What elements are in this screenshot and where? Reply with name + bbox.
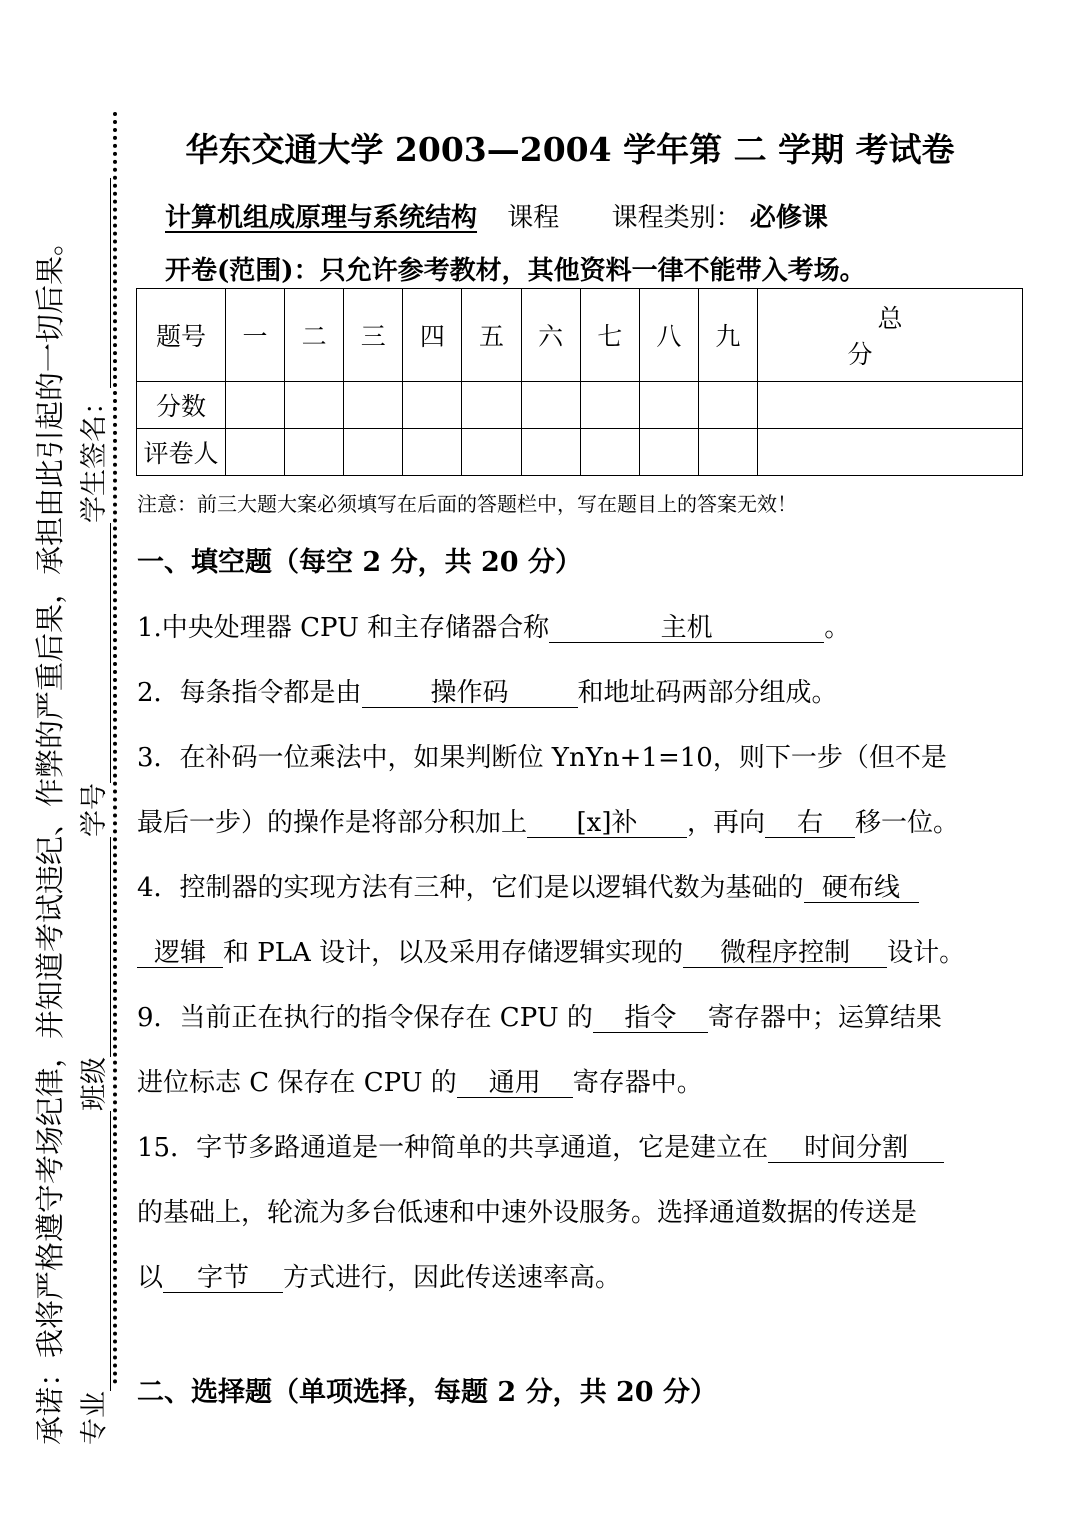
category-value: 必修课 [749,203,828,233]
grader-cell[interactable] [580,428,639,475]
q15-answer-1: 时间分割 [768,1135,944,1163]
question-9-line2 [137,1062,703,1099]
student-id-label: 学号 [79,783,110,837]
q3-text-end: 移一位。 [855,808,960,838]
col-header: 八 [639,289,698,382]
score-cell[interactable] [639,381,698,428]
row-label-question-no: 题号 [137,289,226,382]
col-header: 五 [462,289,521,382]
total-score-cell[interactable] [758,381,1023,428]
q15-text-3: 以 [137,1263,164,1293]
score-cell[interactable] [285,381,344,428]
q3-text: 最后一步）的操作是将部分积加上 [137,808,528,838]
q4-text-mid: 和 PLA 设计，以及采用存储逻辑实现的 [223,938,684,968]
q1-text: 1.中央处理器 CPU 和主存储器合称 [137,613,550,643]
score-table-header-row [137,289,1023,382]
question-15-line3 [137,1257,621,1294]
score-row [137,381,1023,428]
q9-text: 9．当前正在执行的指令保存在 CPU 的 [137,1003,593,1033]
grader-cell[interactable] [285,428,344,475]
signature-label: 学生签名： [79,388,110,523]
col-header: 二 [285,289,344,382]
q9-answer-1: 指令 [593,1005,708,1033]
score-cell[interactable] [521,381,580,428]
col-header: 三 [344,289,403,382]
category-label: 课程类别： [611,203,742,233]
q4-text: 4．控制器的实现方法有三种，它们是以逻辑代数为基础的 [137,873,804,903]
open-book-rule: 开卷(范围)：只允许参考教材，其他资料一律不能带入考场。 [165,256,866,286]
notice-text: 注意：前三大题大案必须填写在后面的答题栏中，写在题目上的答案无效！ [137,492,797,516]
question-4-line2 [137,932,965,969]
grader-cell[interactable] [403,428,462,475]
section2-title: 二、选择题（单项选择，每题 2 分，共 20 分） [137,1377,717,1408]
q9-text-end: 寄存器中。 [572,1068,703,1098]
exam-title: 华东交通大学 2003—2004 学年第 二 学期 考试卷 [185,130,955,169]
q3-answer-1: [x]补 [527,810,687,838]
q9-answer-2: 通用 [457,1070,573,1098]
question-4-line1 [137,867,919,904]
q2-text-end: 和地址码两部分组成。 [577,678,838,708]
q4-answer-2: 微程序控制 [683,940,887,968]
row-label-grader: 评卷人 [137,428,226,475]
q2-answer: 操作码 [362,680,578,708]
major-field[interactable] [86,1111,111,1391]
q4-answer-1a: 硬布线 [804,875,919,903]
class-label: 班级 [79,1057,110,1111]
grader-cell[interactable] [226,428,285,475]
q15-answer-2: 字节 [163,1265,283,1293]
class-field[interactable] [86,837,111,1057]
q9-text-2: 进位标志 C 保存在 CPU 的 [137,1068,457,1098]
score-cell[interactable] [226,381,285,428]
course-label: 课程 [507,203,560,233]
score-table [136,288,1023,476]
binding-dotted-line [113,112,117,1385]
q3-answer-2: 右 [765,810,855,838]
score-cell[interactable] [580,381,639,428]
grader-cell[interactable] [639,428,698,475]
question-3-line1: 3．在补码一位乘法中，如果判断位 YnYn+1=10，则下一步（但不是 [137,743,947,773]
student-info-fields [72,125,111,1445]
question-3-line2 [137,802,959,839]
major-label: 专业 [79,1391,110,1445]
score-cell[interactable] [698,381,757,428]
question-2 [137,672,838,709]
grader-cell[interactable] [698,428,757,475]
pledge-text: 承诺：我将严格遵守考场纪律，并知道考试违纪、作弊的严重后果，承担由此引起的一切后果。 [33,226,67,1445]
col-header-total: 总 分 [758,289,1023,382]
question-9-line1 [137,997,942,1034]
score-cell[interactable] [403,381,462,428]
q3-text-mid: ，再向 [687,808,766,838]
q4-answer-1b: 逻辑 [137,940,223,968]
col-header: 七 [580,289,639,382]
col-header: 六 [521,289,580,382]
q4-text-end: 设计。 [887,938,966,968]
q1-text-end: 。 [824,613,851,643]
total-grader-cell[interactable] [758,428,1023,475]
col-header: 四 [403,289,462,382]
col-header: 九 [698,289,757,382]
q1-answer: 主机 [549,615,824,643]
grader-row [137,428,1023,475]
q2-text: 2．每条指令都是由 [137,678,362,708]
grader-cell[interactable] [344,428,403,475]
q9-text-mid: 寄存器中；运算结果 [707,1003,942,1033]
grader-cell[interactable] [462,428,521,475]
question-1 [137,607,850,644]
q15-text: 15．字节多路通道是一种简单的共享通道，它是建立在 [137,1133,769,1163]
course-line [165,197,828,234]
course-name: 计算机组成原理与系统结构 [165,203,478,233]
row-label-score: 分数 [137,381,226,428]
question-15-line1 [137,1127,944,1164]
section1-title: 一、填空题（每空 2 分，共 20 分） [137,547,582,578]
question-15-line2: 的基础上，轮流为多台低速和中速外设服务。选择通道数据的传送是 [137,1198,918,1228]
signature-field[interactable] [86,178,111,388]
score-cell[interactable] [344,381,403,428]
score-cell[interactable] [462,381,521,428]
grader-cell[interactable] [521,428,580,475]
col-header: 一 [226,289,285,382]
student-id-field[interactable] [86,523,111,783]
q15-text-end: 方式进行，因此传送速率高。 [283,1263,622,1293]
